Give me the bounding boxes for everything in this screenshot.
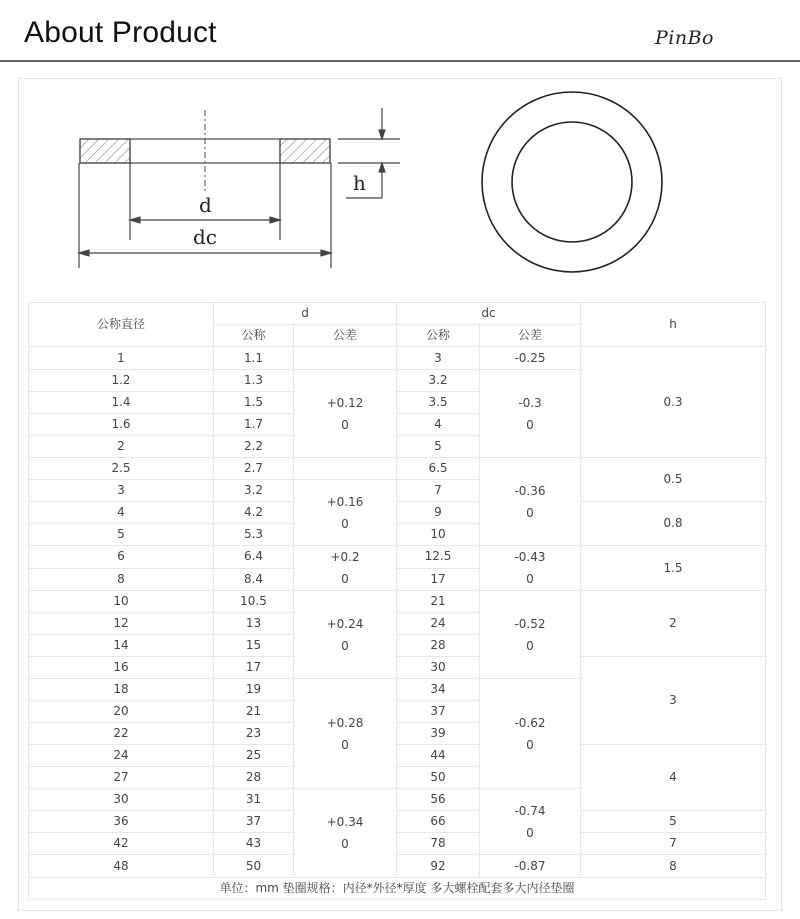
cell-d-nominal: 2.7 xyxy=(214,458,294,480)
cell-dc-nominal: 17 xyxy=(397,568,480,591)
cell-dc-nominal: 24 xyxy=(397,613,480,635)
cell-dc-nominal: 5 xyxy=(397,436,480,458)
table-row xyxy=(29,657,766,679)
cell-d-nominal: 28 xyxy=(214,767,294,789)
table-row xyxy=(29,855,766,878)
cell-h: 7 xyxy=(581,833,766,855)
cell-d-tolerance xyxy=(294,789,397,878)
cell-dc-nominal: 50 xyxy=(397,767,480,789)
cell-dc-nominal: 12.5 xyxy=(397,546,480,569)
tolerance-upper: +0.24 xyxy=(326,616,364,631)
cell-d-nominal: 17 xyxy=(214,657,294,679)
cell-nominal-size: 20 xyxy=(29,701,214,723)
cell-nominal-size: 18 xyxy=(29,679,214,701)
cell-dc-tolerance xyxy=(480,679,581,789)
cell-d-nominal: 1.5 xyxy=(214,392,294,414)
washer-top-view xyxy=(482,92,662,272)
cell-dc-tolerance xyxy=(480,546,581,591)
cell-d-nominal: 10.5 xyxy=(214,591,294,613)
tolerance-lower: 0 xyxy=(341,572,349,586)
tolerance-upper: -0.36 xyxy=(514,483,546,498)
cell-dc-nominal: 10 xyxy=(397,524,480,546)
col-h: h xyxy=(581,303,766,347)
cell-nominal-size: 30 xyxy=(29,789,214,811)
cell-d-nominal: 13 xyxy=(214,613,294,635)
col-group-d: d xyxy=(214,303,397,325)
cell-h: 0.8 xyxy=(581,502,766,546)
spec-table xyxy=(28,302,766,900)
col-group-dc: dc xyxy=(397,303,581,325)
cell-d-nominal: 4.2 xyxy=(214,502,294,524)
tolerance-upper: +0.34 xyxy=(326,815,364,829)
cell-h: 0.5 xyxy=(581,458,766,502)
table-row xyxy=(29,591,766,613)
cell-d-nominal: 31 xyxy=(214,789,294,811)
cell-d-nominal: 5.3 xyxy=(214,524,294,546)
cell-nominal-size: 6 xyxy=(29,546,214,569)
cell-d-nominal: 25 xyxy=(214,745,294,767)
cell-dc-nominal: 92 xyxy=(397,855,480,878)
cell-h: 0.3 xyxy=(581,347,766,458)
cell-dc-nominal: 28 xyxy=(397,635,480,657)
cell-h: 4 xyxy=(581,745,766,811)
cell-nominal-size: 14 xyxy=(29,635,214,657)
tolerance-lower: 0 xyxy=(526,737,534,752)
brand-logo: PinBo xyxy=(655,27,714,49)
tolerance-upper: +0.16 xyxy=(326,494,364,509)
tolerance-upper: -0.43 xyxy=(514,550,546,564)
cell-nominal-size: 3 xyxy=(29,480,214,502)
cell-h: 2 xyxy=(581,591,766,657)
cell-d-nominal: 21 xyxy=(214,701,294,723)
cell-nominal-size: 16 xyxy=(29,657,214,679)
table-row xyxy=(29,811,766,833)
tolerance-upper: -0.3 xyxy=(518,395,542,410)
tolerance-lower: 0 xyxy=(341,737,349,752)
cell-d-nominal: 23 xyxy=(214,723,294,745)
cell-nominal-size: 2 xyxy=(29,436,214,458)
cell-dc-nominal: 3.5 xyxy=(397,392,480,414)
tolerance-upper: -0.62 xyxy=(514,715,546,730)
cell-d-nominal: 19 xyxy=(214,679,294,701)
cell-dc-nominal: 21 xyxy=(397,591,480,613)
label-d: d xyxy=(199,193,212,217)
tolerance-upper: -0.74 xyxy=(514,803,546,818)
cell-dc-nominal: 39 xyxy=(397,723,480,745)
cell-dc-nominal: 3.2 xyxy=(397,370,480,392)
cell-dc-tolerance xyxy=(480,347,581,370)
cell-dc-nominal: 30 xyxy=(397,657,480,679)
cell-d-nominal: 1.7 xyxy=(214,414,294,436)
cell-h: 8 xyxy=(581,855,766,878)
cell-nominal-size: 42 xyxy=(29,833,214,855)
cell-d-tolerance xyxy=(294,370,397,458)
cell-d-nominal: 37 xyxy=(214,811,294,833)
cell-dc-tolerance xyxy=(480,789,581,855)
tolerance-lower: 0 xyxy=(526,505,534,520)
sub-d-nominal: 公称 xyxy=(214,325,294,347)
sub-d-tolerance: 公差 xyxy=(294,325,397,347)
tolerance-upper: +0.12 xyxy=(326,395,364,410)
cell-nominal-size: 1.4 xyxy=(29,392,214,414)
cell-d-nominal: 2.2 xyxy=(214,436,294,458)
tolerance-lower: 0 xyxy=(526,417,534,432)
cell-d-nominal: 8.4 xyxy=(214,568,294,591)
cell-dc-nominal: 44 xyxy=(397,745,480,767)
cell-d-tolerance xyxy=(294,347,397,370)
cell-dc-nominal: 4 xyxy=(397,414,480,436)
cell-d-nominal: 6.4 xyxy=(214,546,294,569)
cell-h: 1.5 xyxy=(581,546,766,591)
tolerance-lower: 0 xyxy=(526,572,534,586)
cell-dc-nominal: 9 xyxy=(397,502,480,524)
cell-dc-tolerance xyxy=(480,370,581,458)
tolerance-upper: -0.87 xyxy=(514,859,546,873)
cell-dc-nominal: 37 xyxy=(397,701,480,723)
cell-dc-nominal: 6.5 xyxy=(397,458,480,480)
table-row xyxy=(29,347,766,370)
cell-d-tolerance xyxy=(294,679,397,789)
cell-dc-nominal: 7 xyxy=(397,480,480,502)
washer-side-view xyxy=(79,108,400,268)
tolerance-upper: +0.2 xyxy=(330,550,360,564)
cell-d-tolerance xyxy=(294,591,397,679)
table-row xyxy=(29,502,766,524)
cell-dc-tolerance xyxy=(480,855,581,878)
tolerance-upper: -0.25 xyxy=(514,351,546,365)
cell-d-nominal: 3.2 xyxy=(214,480,294,502)
cell-nominal-size: 8 xyxy=(29,568,214,591)
table-row xyxy=(29,546,766,569)
tolerance-lower: 0 xyxy=(341,516,349,531)
table-row xyxy=(29,833,766,855)
table-footnote: 单位：mm 垫圈规格：内径*外径*厚度 多大螺栓配套多大内径垫圈 xyxy=(29,878,766,900)
cell-d-tolerance xyxy=(294,546,397,591)
cell-dc-nominal: 56 xyxy=(397,789,480,811)
label-h: h xyxy=(353,171,366,195)
col-nominal-diameter: 公称直径 xyxy=(29,303,214,347)
tolerance-lower: 0 xyxy=(341,837,349,851)
cell-nominal-size: 24 xyxy=(29,745,214,767)
cell-nominal-size: 1 xyxy=(29,347,214,370)
cell-nominal-size: 36 xyxy=(29,811,214,833)
cell-d-nominal: 43 xyxy=(214,833,294,855)
cell-dc-nominal: 66 xyxy=(397,811,480,833)
tolerance-lower: 0 xyxy=(526,638,534,653)
cell-dc-nominal: 78 xyxy=(397,833,480,855)
table-footer-row xyxy=(29,878,766,900)
sub-dc-nominal: 公称 xyxy=(397,325,480,347)
cell-nominal-size: 5 xyxy=(29,524,214,546)
cell-d-nominal: 1.1 xyxy=(214,347,294,370)
cell-dc-tolerance xyxy=(480,591,581,679)
cell-d-nominal: 1.3 xyxy=(214,370,294,392)
tolerance-lower: 0 xyxy=(341,638,349,653)
tolerance-lower: 0 xyxy=(526,825,534,840)
table-row xyxy=(29,458,766,480)
cell-d-tolerance xyxy=(294,458,397,480)
cell-nominal-size: 10 xyxy=(29,591,214,613)
table-header-row xyxy=(29,303,766,325)
label-dc: dc xyxy=(193,225,218,249)
cell-d-tolerance xyxy=(294,480,397,546)
cell-nominal-size: 4 xyxy=(29,502,214,524)
cell-h: 5 xyxy=(581,811,766,833)
washer-diagram xyxy=(0,0,800,300)
cell-h: 3 xyxy=(581,657,766,745)
cell-dc-nominal: 3 xyxy=(397,347,480,370)
cell-nominal-size: 1.6 xyxy=(29,414,214,436)
cell-nominal-size: 48 xyxy=(29,855,214,878)
cell-d-nominal: 50 xyxy=(214,855,294,878)
cell-nominal-size: 1.2 xyxy=(29,370,214,392)
tolerance-upper: -0.52 xyxy=(514,616,546,631)
cell-dc-tolerance xyxy=(480,458,581,546)
sub-dc-tolerance: 公差 xyxy=(480,325,581,347)
table-row xyxy=(29,745,766,767)
cell-nominal-size: 22 xyxy=(29,723,214,745)
cell-dc-nominal: 34 xyxy=(397,679,480,701)
tolerance-upper: +0.28 xyxy=(326,715,364,730)
cell-nominal-size: 27 xyxy=(29,767,214,789)
page-title: About Product xyxy=(24,16,217,49)
tolerance-lower: 0 xyxy=(341,417,349,432)
cell-nominal-size: 2.5 xyxy=(29,458,214,480)
cell-d-nominal: 15 xyxy=(214,635,294,657)
cell-nominal-size: 12 xyxy=(29,613,214,635)
